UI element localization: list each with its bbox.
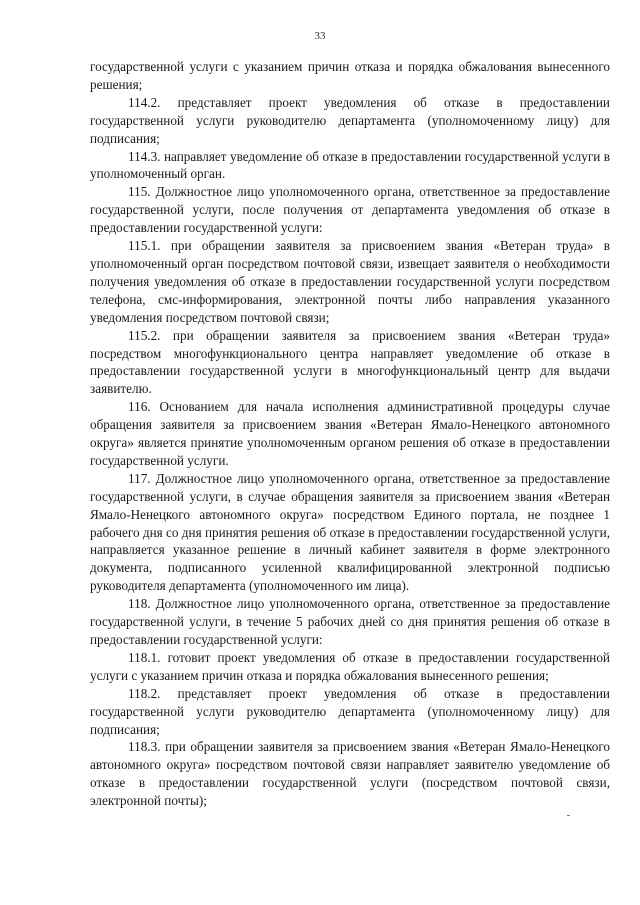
scan-speck [567, 815, 570, 816]
paragraph-115-1: 115.1. при обращении заявителя за присвоением звания «Ветеран труда» в уполномоченный орган посредством почтовой связи, извещает заявителя о необходимости получения уведомления об отказе в предоставлении государственной услуги посредством телефона, смс-информирования, электронной почты либо направления указанного уведомления посредством почтовой связи; [90, 238, 610, 325]
paragraph-116: 116. Основанием для начала исполнения административной процедуры случае обращения заявителя за присвоением звания «Ветеран Ямало-Ненецкого автономного округа» является принятие уполномоченным органом решения об отказе в предоставлении государственной услуги. [90, 399, 610, 468]
paragraph-114-3: 114.3. направляет уведомление об отказе в предоставлении государственной услуги в уполномоченный орган. [90, 148, 610, 182]
paragraph-117: 117. Должностное лицо уполномоченного органа, ответственное за предоставление государственной услуги, в случае обращения заявителя за присвоением звания «Ветеран Ямало-Ненецкого автономного округа» посредством Единого портала, не позднее 1 рабочего дня со дня принятия решения об отказе в предоставлении государственной услуги, направляется указанное решение в личный кабинет заявителя в форме электронного документа, подписанного усиленной квалифицированной электронной подписью руководителя департамента (уполномоченного им лица). [90, 470, 610, 594]
paragraph-continuation: государственной услуги с указанием причин отказа и порядка обжалования вынесенного решения; [90, 59, 610, 92]
paragraph-114-2: 114.2. представляет проект уведомления об отказе в предоставлении государственной услуги руководителю департамента (уполномоченному лицу) для подписания; [90, 94, 610, 146]
page-number: 33 [314, 30, 326, 42]
paragraph-118-1: 118.1. готовит проект уведомления об отказе в предоставлении государственной услуги с указанием причин отказа и порядка обжалования вынесенного решения; [90, 649, 610, 683]
paragraph-118-3: 118.3. при обращении заявителя за присвоением звания «Ветеран Ямало-Ненецкого автономного округа» посредством почтовой связи направляет заявителю уведомление об отказе в предоставлении государственной услуги (посредством почтовой связи, электронной почты); [90, 739, 610, 809]
paragraph-115-2: 115.2. при обращении заявителя за присвоением звания «Ветеран труда» посредством многофункционального центра направляет уведомление об отказе в предоставлении государственной услуги в многофункциональный центр для выдачи заявителю. [90, 327, 610, 397]
document-body [90, 58, 610, 810]
paragraph-118: 118. Должностное лицо уполномоченного органа, ответственное за предоставление государственной услуги, в течение 5 рабочих дней со дня принятия решения об отказе в предоставлении государственной услуги: [90, 596, 610, 647]
paragraph-118-2: 118.2. представляет проект уведомления об отказе в предоставлении государственной услуги руководителю департамента (уполномоченному лицу) для подписания; [90, 685, 610, 737]
paragraph-115: 115. Должностное лицо уполномоченного органа, ответственное за предоставление государственной услуги, после получения от департамента уведомления об отказе в предоставлении государственной услуги: [90, 184, 610, 236]
